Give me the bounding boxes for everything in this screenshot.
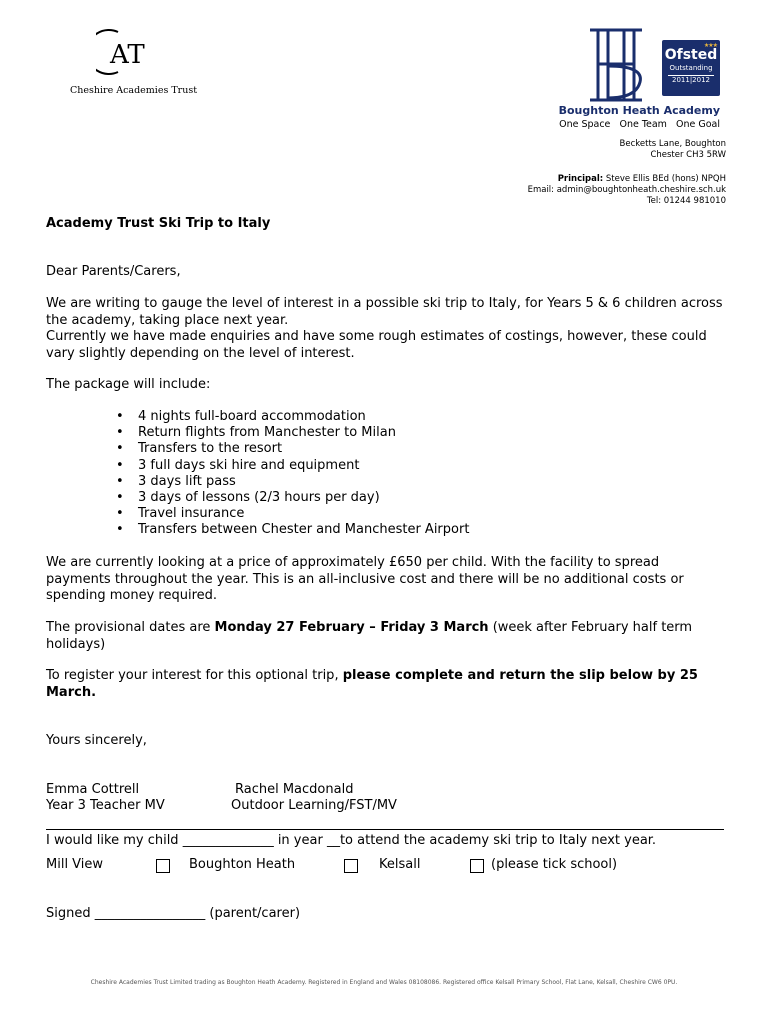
list-item: • Return flights from Manchester to Milan xyxy=(116,425,469,441)
paragraph-price: We are currently looking at a price of approximately £650 per child. With the facility to spread payments throughout the year. This is an all-inclusive cost and there will be no additional costs or spending money required. xyxy=(46,555,684,603)
list-item: • 3 days lift pass xyxy=(116,474,469,490)
signatory-1-role: Year 3 Teacher MV xyxy=(46,798,165,813)
principal-name: Steve Ellis BEd (hons) NPQH xyxy=(603,174,726,184)
letter-title: Academy Trust Ski Trip to Italy xyxy=(46,216,271,231)
salutation: Dear Parents/Carers, xyxy=(46,264,181,279)
principal-label: Principal: xyxy=(557,174,604,184)
register-prefix: To register your interest for this optional trip, xyxy=(46,668,343,683)
list-item: • 3 full days ski hire and equipment xyxy=(116,458,469,474)
telephone: Tel: 01244 981010 xyxy=(646,196,726,206)
boughton-heath-checkbox[interactable] xyxy=(344,859,358,873)
address-line-2: Chester CH3 5RW xyxy=(650,150,726,160)
school-motto: One Space One Team One Goal xyxy=(559,119,720,130)
kelsall-checkbox[interactable] xyxy=(470,859,484,873)
ofsted-badge xyxy=(662,40,720,96)
ofsted-years: 2011|2012 xyxy=(668,75,714,85)
paragraph-register xyxy=(46,668,726,701)
signatory-2-name: Rachel Macdonald xyxy=(235,782,354,797)
list-item: • Travel insurance xyxy=(116,506,469,522)
paragraph-costings: Currently we have made enquiries and have some rough estimates of costings, however, these could vary slightly depending on the level of interest. xyxy=(46,329,707,361)
list-item: • Transfers to the resort xyxy=(116,441,469,457)
trust-logo-letters: AT xyxy=(110,40,145,70)
paragraph-dates xyxy=(46,620,726,653)
slip-divider xyxy=(46,829,724,830)
slip-consent-line[interactable]: I would like my child ______________ in year __to attend the academy ski trip to Italy next year. xyxy=(46,833,657,848)
dates-prefix: The provisional dates are xyxy=(46,620,215,635)
ofsted-subtitle: Outstanding xyxy=(669,64,713,72)
boughton-heath-logo xyxy=(586,26,646,104)
register-bold: please complete and return the slip below by 25 March. xyxy=(46,668,698,700)
cheshire-academies-trust-logo xyxy=(96,26,158,78)
paragraph-interest: We are writing to gauge the level of interest in a possible ski trip to Italy, for Years 5 & 6 children across the academy, taking place next year. xyxy=(46,296,723,328)
signature-line[interactable]: Signed _________________ (parent/carer) xyxy=(46,906,301,921)
list-item: • 4 nights full-board accommodation xyxy=(116,409,469,425)
trust-name: Cheshire Academies Trust xyxy=(70,85,198,96)
package-intro: The package will include: xyxy=(46,377,211,392)
legal-footer: Cheshire Academies Trust Limited trading as Boughton Heath Academy. Registered in England and Wales 08108086. Registered office Kelsall Primary School, Flat Lane, Kelsall, Cheshire CW6 0PU. xyxy=(90,979,678,986)
school-option-boughton-heath: Boughton Heath xyxy=(189,857,296,872)
dates-suffix: (week after February half term holidays) xyxy=(46,620,693,652)
signatory-2-role: Outdoor Learning/FST/MV xyxy=(231,798,397,813)
list-item: • Transfers between Chester and Manchester Airport xyxy=(116,522,469,538)
closing: Yours sincerely, xyxy=(46,733,147,748)
signatory-1-name: Emma Cottrell xyxy=(46,782,140,797)
tick-instruction: (please tick school) xyxy=(491,857,618,872)
stars-icon: ★★★ xyxy=(703,42,717,49)
list-item: • 3 days of lessons (2/3 hours per day) xyxy=(116,490,469,506)
mill-view-checkbox[interactable] xyxy=(156,859,170,873)
principal xyxy=(558,174,726,185)
school-name: Boughton Heath Academy xyxy=(558,104,720,117)
dates-bold: Monday 27 February – Friday 3 March xyxy=(214,620,489,635)
package-list xyxy=(116,409,469,539)
email: Email: admin@boughtonheath.cheshire.sch.uk xyxy=(527,185,726,195)
school-option-mill-view: Mill View xyxy=(46,857,104,872)
school-option-kelsall: Kelsall xyxy=(379,857,421,872)
ofsted-title: Ofsted xyxy=(664,47,718,63)
address-line-1: Becketts Lane, Boughton xyxy=(619,139,726,149)
